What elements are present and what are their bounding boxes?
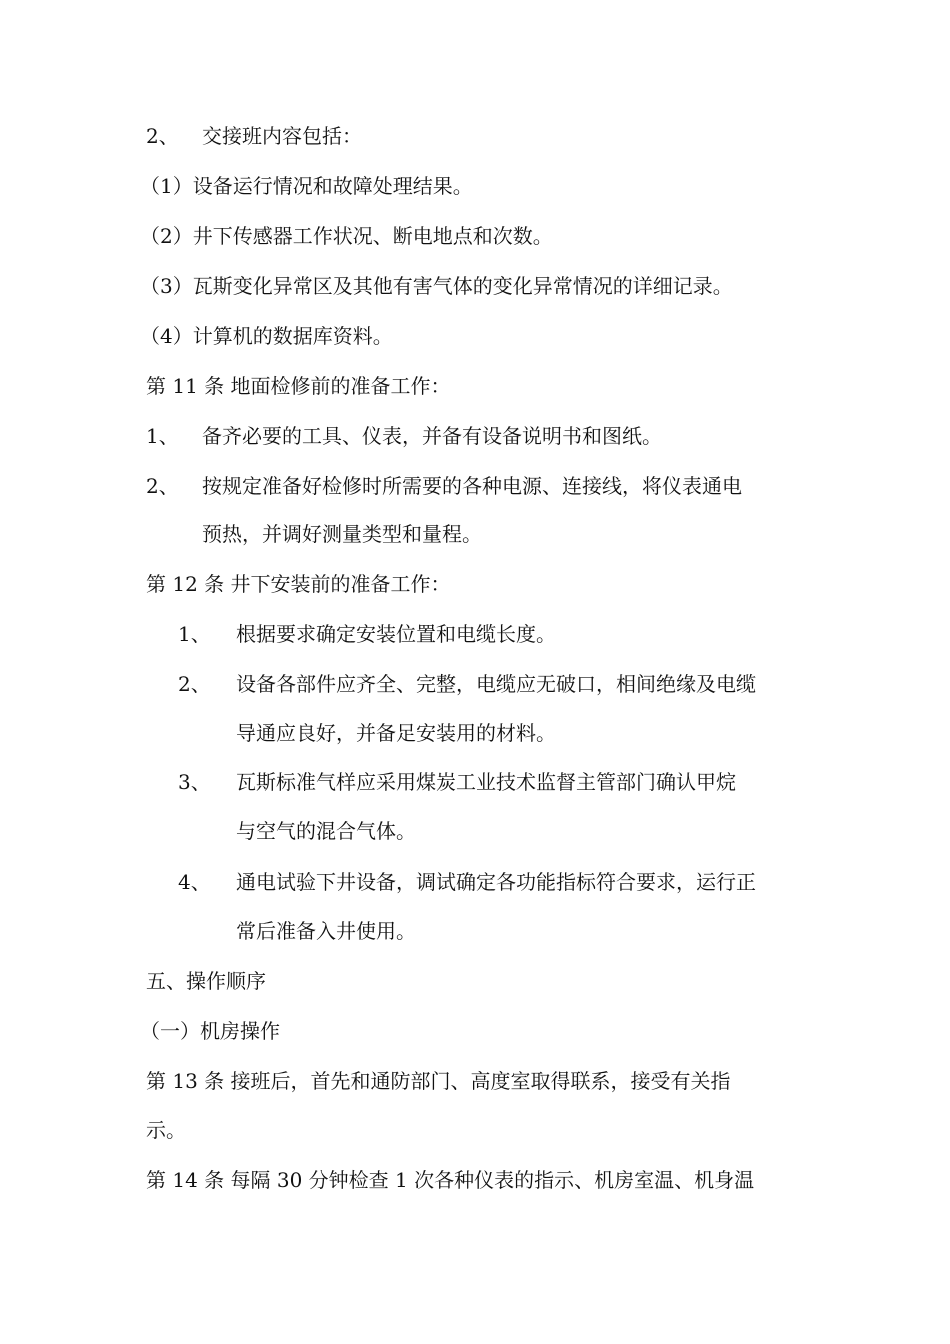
text-line: 示。 [146, 1118, 186, 1142]
text-line: 通电试验下井设备，调试确定各功能指标符合要求，运行正 [236, 870, 756, 894]
list-number: 3、 [178, 770, 211, 794]
list-number: 2、 [178, 672, 211, 696]
text-line: 与空气的混合气体。 [236, 819, 416, 843]
text-line: 设备各部件应齐全、完整，电缆应无破口，相间绝缘及电缆 [236, 672, 756, 696]
text-line: 导通应良好，并备足安装用的材料。 [236, 721, 556, 745]
text-line: （1）设备运行情况和故障处理结果。 [140, 174, 473, 198]
list-number: 4、 [178, 870, 211, 894]
article-heading: 第 11 条 地面检修前的准备工作： [146, 374, 451, 398]
article-heading: 第 12 条 井下安装前的准备工作： [146, 572, 451, 596]
list-number: 1、 [178, 622, 211, 646]
list-number: 2、 [146, 474, 179, 498]
text-line: 第 14 条 每隔 30 分钟检查 1 次各种仪表的指示、机房室温、机身温 [146, 1168, 755, 1192]
text-line: 预热，并调好测量类型和量程。 [202, 522, 482, 546]
text-line: 按规定准备好检修时所需要的各种电源、连接线，将仪表通电 [202, 474, 742, 498]
text-line: （4）计算机的数据库资料。 [140, 324, 393, 348]
text-line: 第 13 条 接班后，首先和通防部门、高度室取得联系，接受有关指 [146, 1069, 731, 1093]
text-line: 备齐必要的工具、仪表，并备有设备说明书和图纸。 [202, 424, 662, 448]
subsection-heading: （一）机房操作 [140, 1019, 280, 1043]
section-heading: 五、操作顺序 [146, 969, 266, 993]
list-number: 1、 [146, 424, 179, 448]
text-line: 交接班内容包括： [202, 124, 362, 148]
text-line: （3）瓦斯变化异常区及其他有害气体的变化异常情况的详细记录。 [140, 274, 733, 298]
text-line: 瓦斯标准气样应采用煤炭工业技术监督主管部门确认甲烷 [236, 770, 736, 794]
list-number: 2、 [146, 124, 179, 148]
text-line: 常后准备入井使用。 [236, 919, 416, 943]
text-line: （2）井下传感器工作状况、断电地点和次数。 [140, 224, 553, 248]
text-line: 根据要求确定安装位置和电缆长度。 [236, 622, 556, 646]
